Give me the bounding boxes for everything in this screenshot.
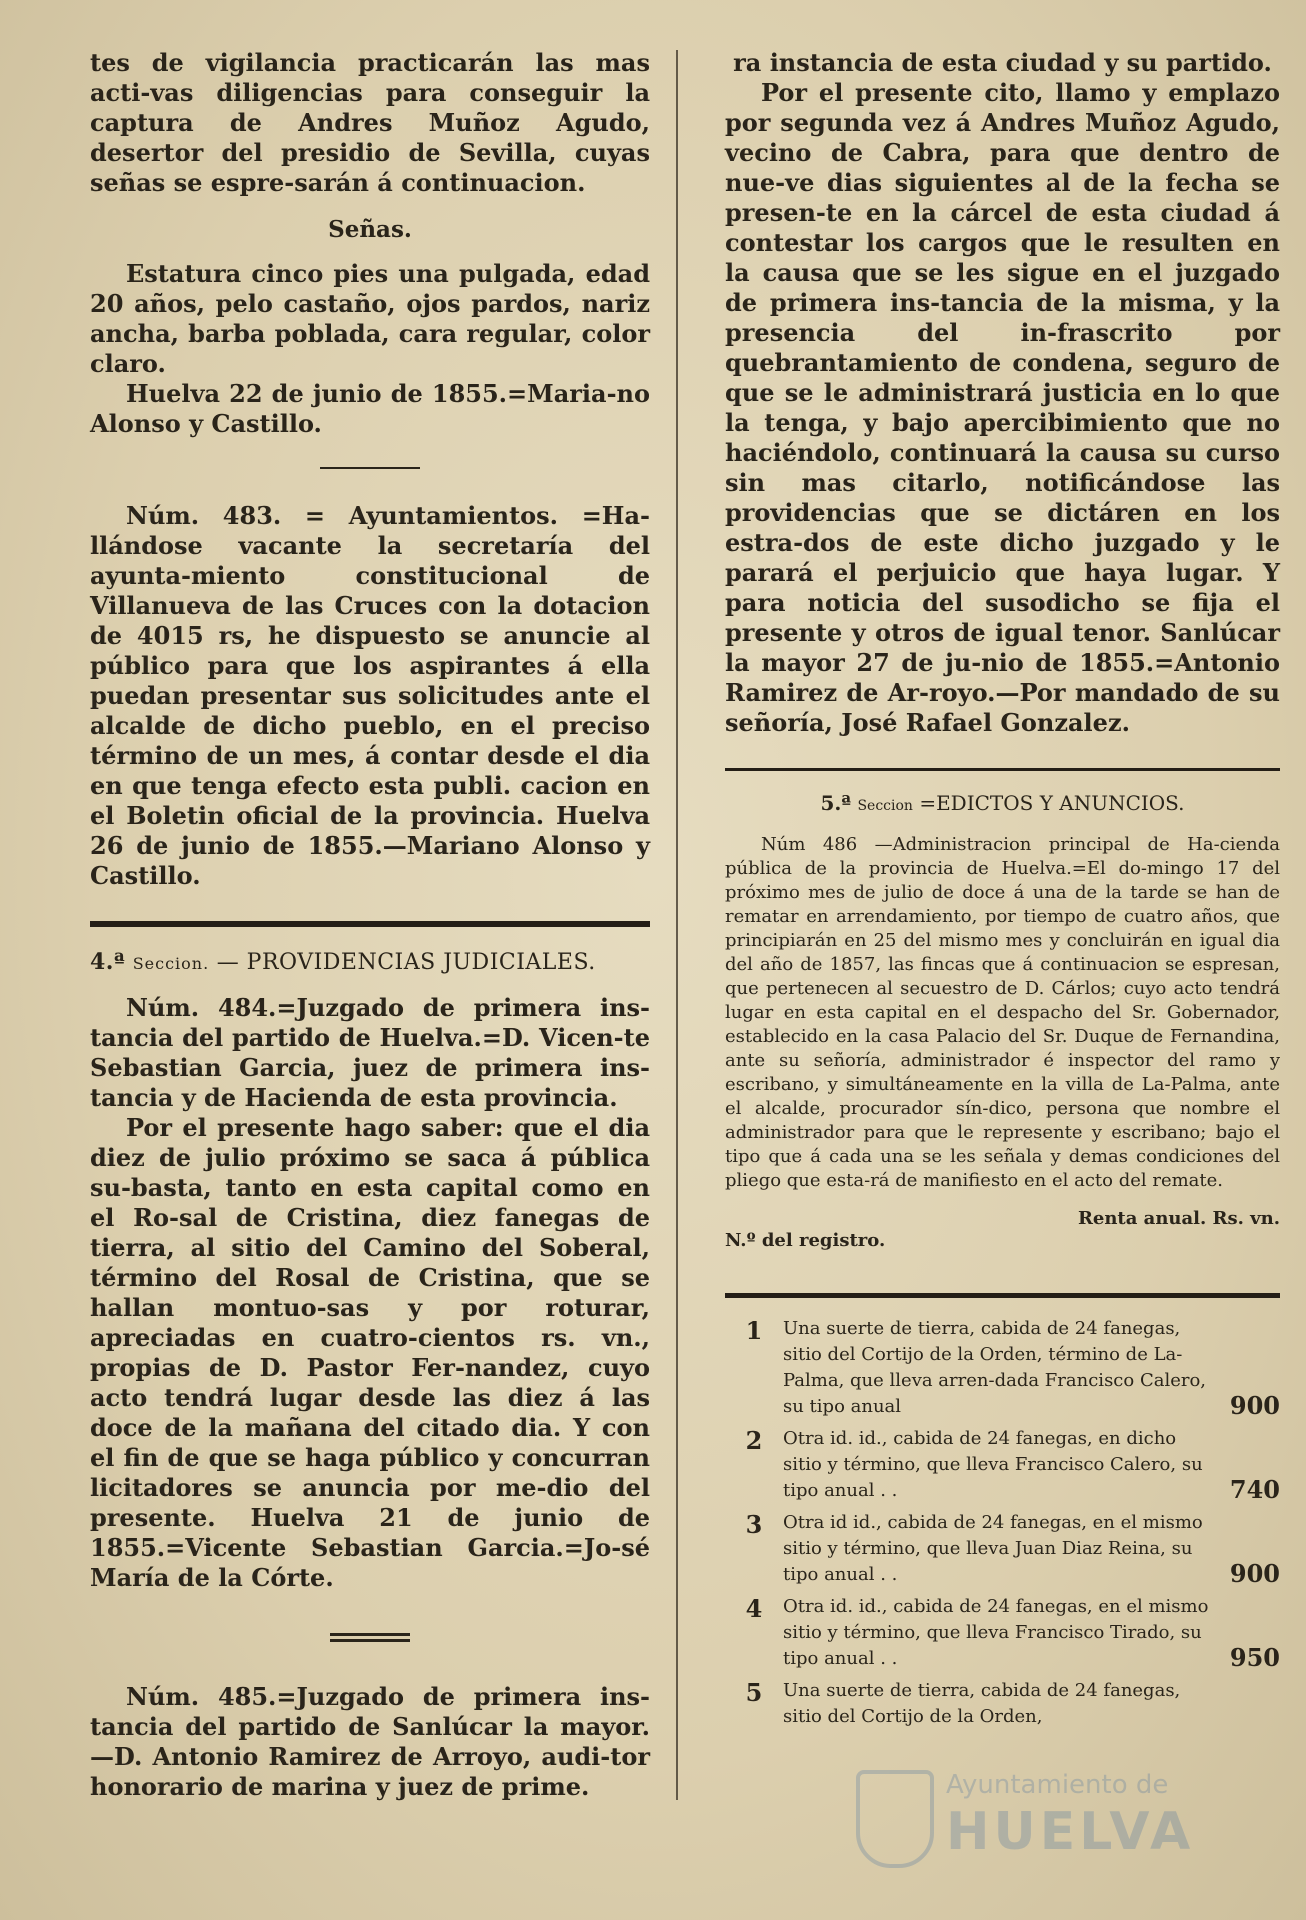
column-divider	[676, 50, 678, 1800]
paragraph-num-483: Núm. 483. = Ayuntamientos. =Ha-llándose vacante la secretaría del ayunta-miento constitucional de Villanueva de las Cruces con la dotacion de 4015 rs, he dispuesto se anuncie al público para que los aspirantes á ella puedan presentar sus solicitudes ante el alcalde de dicho pueblo, en el preciso término de un mes, á contar desde el dia en que tenga efecto esta publi. cacion en el Boletin oficial de la provincia. Huelva 26 de junio de 1855.—Mariano Alonso y Castillo.	[90, 501, 650, 890]
divider-thick	[90, 921, 650, 927]
paragraph-cito: Por el presente cito, llamo y emplazo por segunda vez á Andres Muñoz Agudo, vecino de Cabra, para que dentro de nue-ve dias siguientes al de la fecha se presen-te en la cárcel de esta ciudad á contestar los cargos que le resulten en la causa que se les sigue en el juzgado de primera ins-tancia de la misma, y la presencia del in-frascrito por quebrantamiento de condena, seguro de que se le administrará justicia en lo que la tenga, y bajo apercibimiento que no haciéndolo, continuará la causa su curso sin mas citarlo, notificándose las providencias que se dictáren en los estra-dos de este dicho juzgado y le parará el perjuicio que haya lugar. Y para noticia del susodicho se fija el presente y otros de igual tenor. Sanlúcar la mayor 27 de ju-nio de 1855.=Antonio Ramirez de Ar-royo.—Por mandado de su señoría, José Rafael Gonzalez.	[725, 78, 1280, 737]
section-5-number: 5.ª	[820, 791, 852, 815]
finca-number: 3	[745, 1510, 763, 1539]
finca-number: 4	[745, 1594, 763, 1623]
left-column	[90, 48, 650, 1802]
finca-value: 900	[1229, 1559, 1280, 1588]
senas-title: Señas.	[328, 216, 412, 243]
finca-description: Otra id. id., cabida de 24 fanegas, en dicho sitio y término, que lleva Francisco Calero, su tipo anual . .	[783, 1428, 1203, 1501]
shield-icon	[856, 1770, 934, 1868]
paragraph-huelva-22: Huelva 22 de junio de 1855.=Maria-no Alonso y Castillo.	[90, 379, 650, 438]
paragraph-vigilancia: tes de vigilancia practicarán las mas acti-vas diligencias para conseguir la captura de Andres Muñoz Agudo, desertor del presidio de Sevilla, cuyas señas se espre-sarán á continuacion.	[90, 48, 650, 197]
finca-number: 2	[745, 1426, 763, 1455]
section-4-label: Seccion.	[132, 954, 210, 973]
paragraph-num-484-body: Por el presente hago saber: que el dia diez de julio próximo se saca á pública su-basta, tanto en esta capital como en el Ro-sal de Cristina, diez fanegas de tierra, al sitio del Camino del Soberal, término del Rosal de Cristina, que se hallan montuo-sas y por roturar, apreciadas en cuatro-cientos rs. vn., propias de D. Pastor Fer-nandez, cuyo acto tendrá lugar desde las diez á las doce de la mañana del citado dia. Y con el fin de que se haga público y concurran licitadores se anuncia por me-dio del presente. Huelva 21 de junio de 1855.=Vicente Sebastian Garcia.=Jo-sé María de la Córte.	[90, 1113, 650, 1592]
watermark-line-1: Ayuntamiento de	[946, 1770, 1169, 1800]
divider-short	[320, 467, 420, 469]
section-4-title: — PROVIDENCIAS JUDICIALES.	[216, 950, 596, 975]
paragraph-num-484-header: Núm. 484.=Juzgado de primera ins-tancia del partido de Huelva.=D. Vicen-te Sebastian Garcia, juez de primera ins-tancia y de Hacienda de esta provincia.	[90, 993, 650, 1112]
finca-description: Otra id. id., cabida de 24 fanegas, en el mismo sitio y término, que lleva Francisco Tirado, su tipo anual . .	[783, 1596, 1209, 1669]
paragraph-num-486: Núm 486 —Administracion principal de Ha-cienda pública de la provincia de Huelva.=El do-mingo 17 del próximo mes de julio de doce á una de la tarde se han de rematar en arrendamiento, por tiempo de cuatro años, que principiarán en 25 del mismo mes y concluirán en igual dia del año de 1857, las fincas que á continuacion se espresan, que pertenecen al secuestro de D. Cárlos; cuyo acto tendrá lugar en esta capital en el despacho del Sr. Gobernador, establecido en la casa Palacio del Sr. Duque de Fernandina, ante su señoría, administrador é inspector del ramo y escribano, y simultáneamente en la villa de La-Palma, ante el alcalde, procurador sín-dico, persona que nombre el administrador para que le represente y escribano; bajo el tipo que á cada una se les señala y demas condiciones del pliego que esta-rá de manifiesto en el acto del remate.	[725, 834, 1280, 1191]
section-5-label: Seccion	[857, 798, 913, 814]
table-rule	[725, 1293, 1280, 1298]
section-5-heading	[725, 791, 1280, 815]
column-registro-label: N.º del registro.	[725, 1230, 886, 1251]
finca-value: 740	[1229, 1475, 1280, 1504]
finca-number: 5	[745, 1678, 763, 1707]
paragraph-continuation: ra instancia de esta ciudad y su partido.	[733, 48, 1272, 77]
paragraph-num-485: Núm. 485.=Juzgado de primera ins-tancia del partido de Sanlúcar la mayor. —D. Antonio Ramirez de Arroyo, audi-tor honorario de marina y juez de prime.	[90, 1682, 650, 1801]
finca-description: Otra id id., cabida de 24 fanegas, en el mismo sitio y término, que lleva Juan Diaz Reina, su tipo anual . .	[783, 1512, 1203, 1585]
section-5-title: =EDICTOS Y ANUNCIOS.	[919, 791, 1185, 815]
finca-row	[725, 1510, 1280, 1588]
finca-value: 950	[1229, 1643, 1280, 1672]
divider-double	[330, 1633, 410, 1642]
watermark-line-2: HUELVA	[946, 1802, 1195, 1862]
finca-row	[725, 1678, 1280, 1730]
finca-row	[725, 1594, 1280, 1672]
paragraph-estatura: Estatura cinco pies una pulgada, edad 20 años, pelo castaño, ojos pardos, nariz ancha, barba poblada, cara regular, color claro.	[90, 259, 650, 378]
finca-row	[725, 1316, 1280, 1420]
fincas-table-header	[725, 1207, 1280, 1287]
finca-number: 1	[745, 1316, 763, 1345]
section-4-heading	[90, 949, 650, 975]
finca-description: Una suerte de tierra, cabida de 24 fanegas, sitio del Cortijo de la Orden, término de La-Palma, que lleva arren-dada Francisco Calero, su tipo anual	[783, 1318, 1207, 1417]
right-column	[725, 48, 1280, 1736]
finca-description: Una suerte de tierra, cabida de 24 fanegas, sitio del Cortijo de la Orden,	[783, 1680, 1181, 1727]
divider-section-5	[725, 768, 1280, 771]
finca-row	[725, 1426, 1280, 1504]
column-renta-label: Renta anual. Rs. vn.	[1077, 1208, 1280, 1229]
finca-value: 900	[1229, 1391, 1280, 1420]
section-4-number: 4.ª	[90, 949, 126, 975]
ayuntamiento-watermark	[856, 1760, 1226, 1880]
